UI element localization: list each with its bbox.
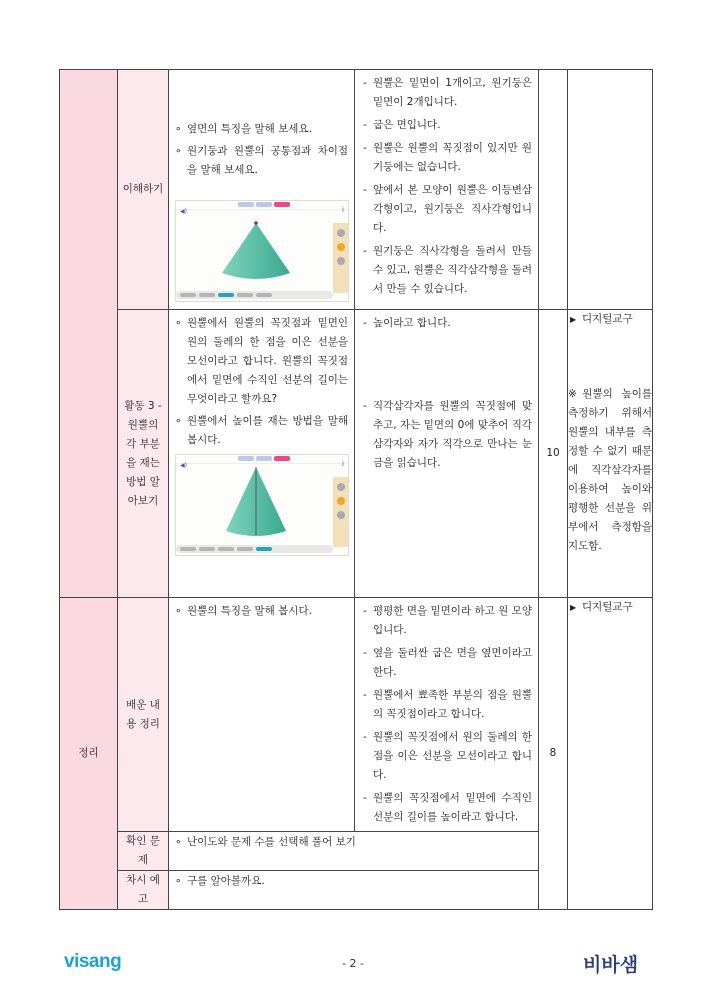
question-item: ∘ 원뿔에서 원뿔의 꼭짓점과 밑면인 원의 둘레의 한 점을 이은 선분을 모선이라고 합니다. 원뿔의 꼭짓점에서 밑면에 수직인 선분의 길이는 무엇이라고 할까요?	[175, 314, 348, 409]
question-item: ∘ 옆면의 특징을 말해 보세요.	[175, 120, 348, 139]
material-label: 디지털교구	[582, 601, 633, 613]
tool-side-panel[interactable]	[333, 477, 348, 547]
question-item: ∘ 원뿔의 특징을 말해 봅시다.	[175, 602, 348, 621]
triangle-right-icon: ▶	[570, 603, 577, 612]
sub-next: 차시 예고	[118, 871, 169, 910]
answer-item: - 높이라고 합니다.	[361, 314, 532, 333]
cone-height-figure	[176, 455, 333, 555]
cone-height-screenshot	[175, 454, 349, 556]
time-summary: 8	[539, 598, 568, 910]
triangle-right-icon: ▶	[570, 315, 577, 324]
part-selector-bar[interactable]	[176, 545, 333, 553]
answer-item: - 원뿔의 꼭짓점에서 밑면에 수직인 선분의 길이를 높이라고 합니다.	[361, 789, 532, 827]
material-summary	[568, 598, 653, 910]
material-activity3	[568, 310, 653, 598]
answer-item: - 원기둥은 직사각형을 돌려서 만들 수 있고, 원뿔은 직각삼각형을 돌려서 만들 수 있습니다.	[361, 242, 532, 299]
stage-cell-empty	[60, 70, 118, 598]
check-content	[169, 832, 539, 871]
cone-app-screenshot	[175, 200, 349, 302]
question-summary	[169, 598, 355, 832]
sub-check: 확인 문제	[118, 832, 169, 871]
vivasam-logo: 비바샘	[583, 954, 639, 976]
answer-item: - 직각삼각자를 원뿔의 꼭짓점에 맞추고, 자는 밑면의 0에 맞추어 직각삼각자와 자가 직각으로 만나는 눈금을 읽습니다.	[361, 397, 532, 473]
part-selector-bar[interactable]	[176, 291, 333, 299]
speaker-icon: ◀)	[180, 208, 187, 215]
stage-summary: 정리	[60, 598, 118, 910]
answer-item: - 원뿔에서 뾰족한 부분의 점을 원뿔의 꼭짓점이라고 합니다.	[361, 686, 532, 724]
answer-item: - 옆을 둘러싼 굽은 면을 옆면이라고 한다.	[361, 644, 532, 682]
info-icon: i	[342, 460, 344, 468]
answers-activity3	[355, 310, 539, 598]
page-number: - 2 -	[342, 957, 364, 970]
info-icon: i	[342, 206, 344, 214]
caution-note: ※원뿔의 높이를 측정하기 위해서 원뿔의 내부를 측정할 수 없기 때문에 직각삼각자를 이용하여 높이와 평행한 선분을 위부에서 측정함을 지도함.	[568, 388, 652, 552]
next-content	[169, 871, 539, 910]
sub-summary: 배운 내용 정리	[118, 598, 169, 832]
questions-activity3	[169, 310, 355, 598]
sub-understand: 이해하기	[118, 70, 169, 310]
speaker-icon: ◀)	[180, 462, 187, 469]
question-item: ∘ 원뿔에서 높이를 재는 방법을 말해 봅시다.	[175, 412, 348, 450]
answer-item: - 원뿔은 원뿔의 꼭짓점이 있지만 원기둥에는 없습니다.	[361, 139, 532, 177]
answer-item: - 앞에서 본 모양이 원뿔은 이등변삼각형이고, 원기둥은 직사각형입니다.	[361, 181, 532, 238]
answers-summary	[355, 598, 539, 832]
time-cell-empty	[539, 70, 568, 310]
answer-item: - 원뿔은 밑면이 1개이고, 원기둥은 밑면이 2개입니다.	[361, 74, 532, 112]
answer-item: - 굽은 면입니다.	[361, 116, 532, 135]
question-item: ∘ 원기둥과 원뿔의 공통점과 차이점을 말해 보세요.	[175, 142, 348, 180]
material-cell-empty	[568, 70, 653, 310]
answer-item: - 원뿔의 꼭짓점에서 원의 둘레의 한 점을 이은 선분을 모선이라고 합니다.	[361, 728, 532, 785]
questions-understand	[169, 70, 355, 310]
cone-figure	[176, 201, 333, 301]
material-label: 디지털교구	[582, 313, 633, 325]
check-text: ∘ 난이도와 문제 수를 선택해 풀어 보기	[175, 833, 532, 852]
visang-logo: visang	[64, 951, 122, 972]
answer-item: - 평평한 면을 밑면이라 하고 원 모양입니다.	[361, 602, 532, 640]
sub-activity3: 활동 3 - 원뿔의 각 부분을 재는 방법 알아보기	[118, 310, 169, 598]
tool-side-panel[interactable]	[333, 223, 348, 293]
next-text: ∘ 구를 알아볼까요.	[175, 872, 532, 891]
lesson-plan-table	[59, 69, 653, 910]
answers-understand	[355, 70, 539, 310]
time-activity3: 10	[539, 310, 568, 598]
